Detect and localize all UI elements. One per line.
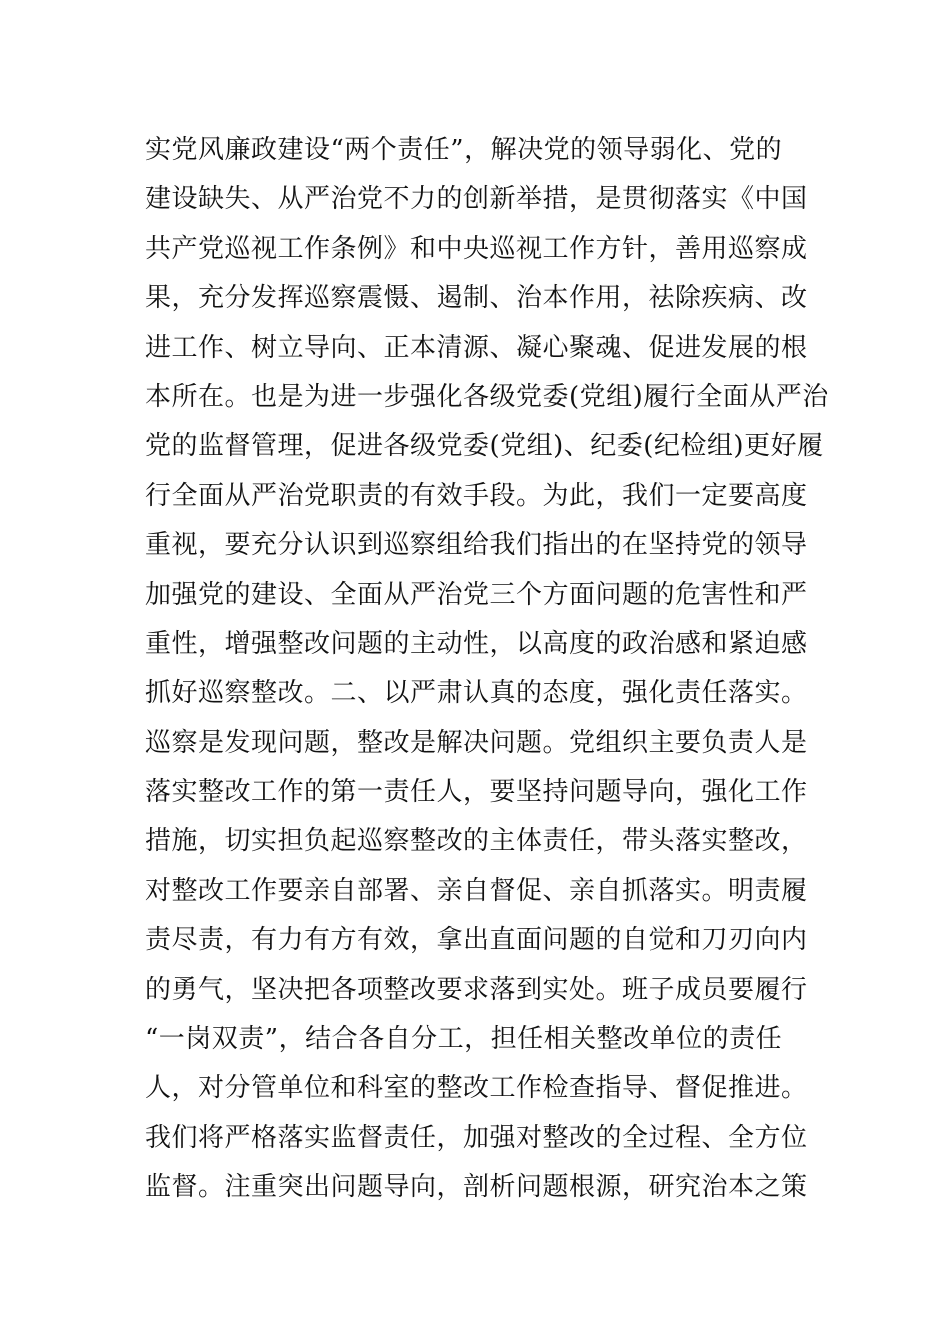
text-line: 实党风廉政建设“两个责任”，解决党的领导弱化、党的	[145, 135, 783, 165]
text-line: 人，对分管单位和科室的整改工作检查指导、督促推进。	[145, 1073, 808, 1104]
text-line: 建设缺失、从严治党不力的创新举措，是贯彻落实《中国	[145, 184, 808, 215]
text-line: 果，充分发挥巡察震慑、遏制、治本作用，祛除疾病、改	[145, 283, 808, 314]
text-line: 党的监督管理，促进各级党委(党组)、纪委(纪检组)更好履	[145, 431, 824, 462]
text-line: 行全面从严治党职责的有效手段。为此，我们一定要高度	[145, 480, 808, 511]
text-line: 加强党的建设、全面从严治党三个方面问题的危害性和严	[145, 579, 808, 610]
text-line: 共产党巡视工作条例》和中央巡视工作方针，善用巡察成	[145, 233, 808, 264]
text-line: 责尽责，有力有方有效，拿出直面问题的自觉和刀刃向内	[145, 925, 808, 956]
text-line: 监督。注重突出问题导向，剖析问题根源，研究治本之策	[145, 1172, 808, 1203]
text-line: 落实整改工作的第一责任人，要坚持问题导向，强化工作	[145, 777, 808, 808]
body-text	[145, 126, 829, 1213]
text-line: “一岗双责”，结合各自分工，担任相关整改单位的责任	[145, 1024, 783, 1055]
text-line: 的勇气，坚决把各项整改要求落到实处。班子成员要履行	[145, 974, 808, 1005]
text-line: 巡察是发现问题，整改是解决问题。党组织主要负责人是	[145, 727, 808, 758]
text-line: 进工作、树立导向、正本清源、凝心聚魂、促进发展的根	[145, 332, 808, 363]
text-line: 抓好巡察整改。二、以严肃认真的态度，强化责任落实。	[145, 678, 808, 709]
text-line: 对整改工作要亲自部署、亲自督促、亲自抓落实。明责履	[145, 875, 808, 906]
text-line: 重视，要充分认识到巡察组给我们指出的在坚持党的领导	[145, 530, 808, 561]
text-line: 措施，切实担负起巡察整改的主体责任，带头落实整改，	[145, 826, 808, 857]
text-line: 本所在。也是为进一步强化各级党委(党组)履行全面从严治	[145, 381, 829, 412]
text-line: 我们将严格落实监督责任，加强对整改的全过程、全方位	[145, 1122, 808, 1153]
text-line: 重性，增强整改问题的主动性，以高度的政治感和紧迫感	[145, 628, 808, 659]
